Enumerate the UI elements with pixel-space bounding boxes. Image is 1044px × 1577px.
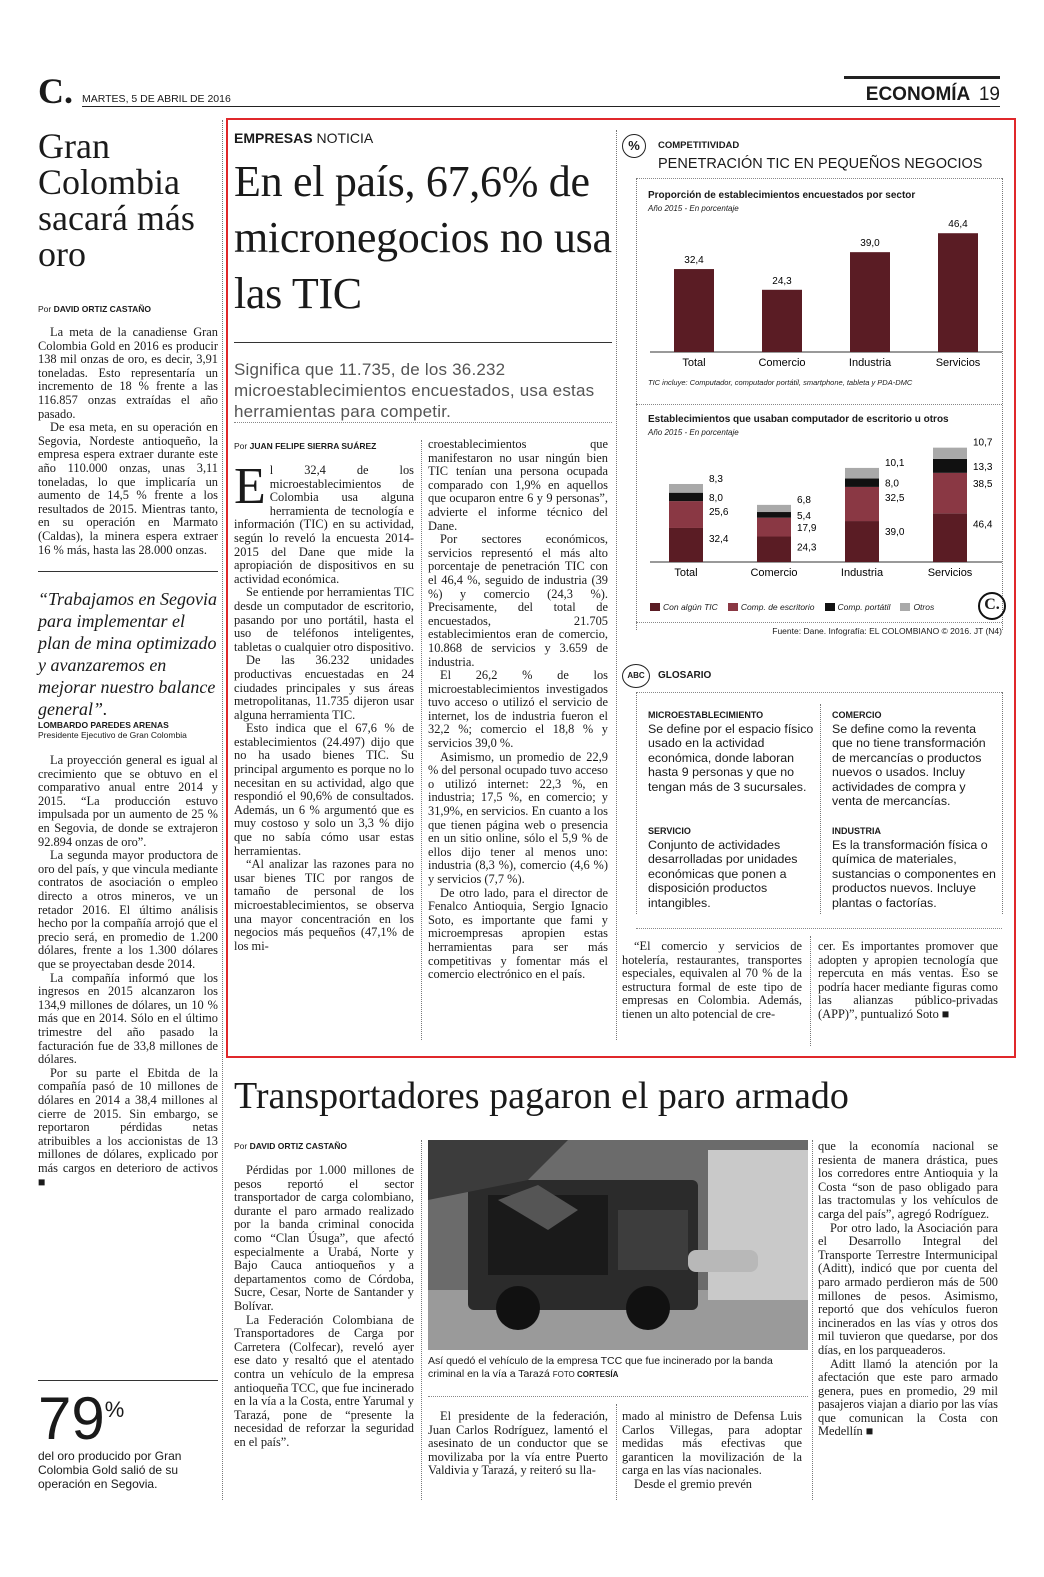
chart2-value-label: 38,5 bbox=[973, 478, 993, 490]
chart1-bar bbox=[850, 252, 890, 352]
paragraph: El 32,4 de los microestablecimientos de Colombia usa alguna herramienta de tecnología e información (TIC) en su actividad, según lo reveló la encuesta 2014-2015 del Dane que mide la apropiación de dispositivos en su actividad económica. bbox=[234, 458, 414, 586]
chart2-svg bbox=[636, 428, 1002, 592]
main-headline: En el país, 67,6% de micronegocios no usa las TIC bbox=[234, 157, 612, 318]
chart1-note: TIC incluye: Computador, computador portátil, smartphone, tableta y PDA-DMC bbox=[648, 378, 913, 387]
chart2-segment bbox=[669, 493, 703, 501]
paragraph: De esa meta, en su operación en Segovia, Nordeste antioqueño, la empresa espera extraer durante este año 110.000 onzas, unas 3,11 toneladas, lo que implicaría un aumento de 14,5 % frente a los resultados de 2015. Mientras tanto, en su operación en Marmato (Caldas), la minera espera extraer 16 % más, hasta las 28.000 onzas. bbox=[38, 420, 218, 557]
chart2-value-label: 24,3 bbox=[797, 542, 817, 554]
chart2-value-label: 32,4 bbox=[709, 533, 729, 545]
paragraph: La Federación Colombiana de Transportadores de Carga por Carretera (Colfecar), reveló ayer ese dato y resaltó que el atentado contra un vehículo de la empresa antioqueña TCC, que fue incinerado en la vía a la Costa, entre Yarumal y Tarazá, pone de “presente la necesidad de reforzar la seguridad en el país”. bbox=[234, 1312, 414, 1449]
paragraph: La segunda mayor productora de oro del país, y que vincula mediante contratos de asociación o empleo directo a otros mineros, ve un retador 2016. El último análisis hecho por la compañía arrojó que el precio será, en promedio de 1.200 dólares, frente a los 1.300 dólares que se proyectaban desde 2014. bbox=[38, 848, 218, 971]
chart1-category-label: Comercio bbox=[758, 357, 806, 369]
glossary-term: COMERCIO bbox=[832, 710, 882, 720]
infographic-source: Fuente: Dane. Infografía: EL COLOMBIANO © 2016. JT (N4) bbox=[772, 626, 1002, 636]
left-story-byline: Por DAVID ORTIZ CASTAÑO bbox=[38, 304, 152, 314]
left-story-headline: Gran Colombia sacará más oro bbox=[38, 126, 195, 274]
main-col-3 bbox=[622, 940, 802, 1022]
chart2-value-label: 8,3 bbox=[709, 473, 723, 485]
chart2-category-label: Comercio bbox=[750, 567, 798, 579]
chart2-value-label: 10,7 bbox=[973, 437, 993, 449]
chart2-segment bbox=[757, 518, 791, 537]
glossary-item bbox=[832, 826, 998, 910]
legend-item bbox=[825, 602, 891, 612]
chart1-value-label: 32,4 bbox=[684, 255, 704, 267]
masthead-logo: C. bbox=[38, 71, 73, 111]
left-story-body bbox=[38, 326, 218, 557]
infographic-kicker: COMPETITIVIDAD bbox=[658, 140, 740, 151]
paragraph: Por su parte el Ebitda de la compañía pasó de 10 millones de dólares en 2014 a 38,4 millones al cierre de 2015. Sin embargo, se reportaron pérdidas netas atribuibles a los accionistas de 13 millones de dólares, explicado por más cargos en deterioro de activos ■ bbox=[38, 1065, 218, 1189]
paragraph: Pérdidas por 1.000 millones de pesos reportó el sector transportador de carga colombiano, durante el paro armado realizado por la banda criminal conocida como “Clan Úsuga”, que afectó especialmente a Urabá, Norte y Bajo Cauca antioqueños y a departamentos como de Córdoba, Sucre, Cesar, Norte de Santander y Bolívar. bbox=[234, 1163, 414, 1313]
chart2-segment bbox=[669, 501, 703, 528]
photo-caption: Así quedó el vehículo de la empresa TCC que fue incinerado por la banda criminal en la vía a Tarazá FOTO CORTESÍA bbox=[428, 1355, 773, 1380]
percent-icon: % bbox=[622, 134, 646, 158]
chart2-value-label: 32,5 bbox=[885, 492, 905, 504]
section-label: ECONOMÍA bbox=[865, 84, 970, 105]
chart2-value-label: 17,9 bbox=[797, 523, 817, 535]
burned-truck-image bbox=[428, 1140, 808, 1350]
paragraph: “Al analizar las razones para no usar bienes TIC por rangos de tamaño de personal de los microestablecimientos, se observa una mayor concentración en los negocios más pequeños (47,1% de los mi- bbox=[234, 857, 414, 953]
paragraph: La compañía informó que los ingresos en 2015 alcanzaron los 134,9 millones de dólares, un 10 % más que en 2014. Sólo en el último trimestre del año pasado la facturación fue de 33,8 millones de dólares. bbox=[38, 970, 218, 1067]
chart1-subtitle: Año 2015 - En porcentaje bbox=[648, 204, 739, 213]
paragraph: El presidente de la federación, Juan Carlos Rodríguez, lamentó el asesinato de un conductor que se movilizaba por la vía entre Puerto Valdivia y Tarazá, y reiteró su lla- bbox=[428, 1409, 608, 1478]
chart2-segment bbox=[933, 513, 967, 562]
legend-swatch bbox=[825, 603, 835, 611]
bottom-col-2 bbox=[428, 1410, 608, 1478]
bottom-col-1 bbox=[234, 1164, 414, 1449]
chart2-value-label: 8,0 bbox=[709, 492, 723, 504]
paragraph: El 26,2 % de los microestablecimientos investigados tuvo acceso o utilizó el servicio de internet, los de industria fueron el 32,2 %; comercio el 18,8 % y servicios 39,0 %. bbox=[428, 668, 608, 751]
chart2-value-label: 5,4 bbox=[797, 510, 811, 522]
news-photo bbox=[428, 1140, 808, 1350]
chart2-value-label: 6,8 bbox=[797, 494, 811, 506]
chart2-legend bbox=[650, 598, 944, 616]
chart1-category-label: Total bbox=[682, 357, 706, 369]
glossary-term: SERVICIO bbox=[648, 826, 691, 836]
chart2-value-label: 8,0 bbox=[885, 478, 899, 490]
paragraph: La meta de la canadiense Gran Colombia Gold en 2016 es producir 138 mil onzas de oro, es decir, 3,91 toneladas. Esto representaría un incremento de 18 % frente a las 116.857 onzas extraídas el año pasado. bbox=[38, 325, 218, 421]
glossary-title: GLOSARIO bbox=[658, 670, 712, 681]
page-number: 19 bbox=[978, 84, 1000, 105]
legend-swatch bbox=[900, 603, 910, 611]
photo-credit: FOTO CORTESÍA bbox=[552, 1370, 619, 1379]
paragraph: “El comercio y servicios de hotelería, restaurantes, transportes especiales, equivalen al 70 % de la estructura formal de este tipo de empresas en Colombia. Además, tienen un alto potencial de cre- bbox=[622, 939, 802, 1021]
abc-icon: ABC bbox=[622, 664, 650, 688]
paragraph: La proyección general es igual al crecimiento que se obtuvo en el comparativo anual entre 2014 y 2015. “La producción estuvo impulsada por un aumento de 25 % en Segovia, de donde se extrajeron 92.894 onzas de oro”. bbox=[38, 753, 218, 849]
glossary-definition: Conjunto de actividades desarrolladas por unidades económicas que ponen a disposición productos intangibles. bbox=[648, 838, 798, 910]
chart1-bar bbox=[938, 233, 978, 352]
chart1-bar bbox=[674, 269, 714, 352]
paragraph: De las 36.232 unidades productivas encuestadas en 24 ciudades principales y sus áreas metropolitanas, 11.735 dijeron usar alguna herramienta TIC. bbox=[234, 653, 414, 722]
chart1-value-label: 46,4 bbox=[948, 219, 968, 231]
chart1-category-label: Servicios bbox=[935, 357, 981, 369]
chart1-svg bbox=[636, 192, 1002, 378]
glossary-definition: Se define como la reventa que no tiene transformación de mercancías o productos nuevos o usados. Incluy actividades de compra y venta de mercancías. bbox=[832, 722, 986, 809]
paragraph: mado al ministro de Defensa Luis Carlos Villegas, para adoptar medidas más efectivas que garanticen la movilización de la carga en las vías nacionales. bbox=[622, 1409, 802, 1478]
left-story-body-2 bbox=[38, 754, 218, 1189]
masthead bbox=[38, 71, 1000, 111]
stat-unit: % bbox=[104, 1397, 125, 1422]
stat-caption: del oro producido por Gran Colombia Gold salió de su operación en Segovia. bbox=[38, 1449, 182, 1491]
paragraph: Asimismo, un promedio de 22,9 % del personal ocupado tuvo acceso o utilizó internet: 22,3 %, en industria; 17,5 %, en comercio; y 31,9%, en servicios. En cuanto a los que tienen página web o presencia en un sitio online, sólo el 5,9 % de ellos dijo tener al menos uno: industria (8,3 %), comercio (4,6 %) y servicios (7,7 %). bbox=[428, 749, 608, 886]
bottom-byline: Por DAVID ORTIZ CASTAÑO bbox=[234, 1141, 348, 1151]
chart1-value-label: 39,0 bbox=[860, 238, 880, 250]
chart2-value-label: 46,4 bbox=[973, 519, 993, 531]
chart2-segment bbox=[845, 479, 879, 487]
glossary-definition: Se define por el espacio físico usado en la actividad económica, donde laboran hasta 9 personas y que no tengan más de 3 sucursales. bbox=[648, 722, 814, 794]
glossary-item bbox=[648, 710, 814, 794]
infographic-logo: C. bbox=[978, 592, 1006, 620]
glossary-definition: Es la transformación física o química de materiales, sustancias o componentes en productos nuevos. Incluye plantas o factorías. bbox=[832, 838, 996, 910]
paragraph: Se entiende por herramientas TIC desde un computador de escritorio, pasando por uno portátil, hasta el uso de teléfonos inteligentes, tabletas o cualquier otro dispositivo. bbox=[234, 585, 414, 654]
glossary-item bbox=[648, 826, 814, 910]
chart2-segment bbox=[845, 468, 879, 479]
chart1-category-label: Industria bbox=[848, 357, 892, 369]
main-story bbox=[234, 130, 612, 422]
chart2-segment bbox=[757, 536, 791, 562]
legend-label: Comp. de escritorio bbox=[740, 602, 815, 612]
glossary-term: MICROESTABLECIMIENTO bbox=[648, 710, 764, 720]
stat-box bbox=[38, 1380, 218, 1491]
paragraph: Esto indica que el 67,6 % de establecimientos (24.497) dijo que no ha usado bienes TIC. Su principal argumento es porque no lo necesitan en su actividad, algo que respondió el 90,6% de consultados. Además, un 6 % argumentó que es muy costoso y solo un 3,3 % dijo que no sabía cómo usar estas herramientas. bbox=[234, 721, 414, 858]
paragraph: cer. Es importantes promover que adopten y apropien tecnología que repercuta en más ventas. Eso se podría hacer mediante figuras como las alianzas público-privadas (APP)”, puntualizó Soto ■ bbox=[818, 939, 998, 1021]
chart2-segment bbox=[933, 459, 967, 473]
quote-author-title: Presidente Ejecutivo de Gran Colombia bbox=[38, 730, 187, 741]
paragraph: Por otro lado, la Asociación para el Desarrollo Integral del Transporte Terrestre Intermunicipal (Aditt), indicó que por cuenta del paro armado perdieron más de 500 millones de pesos. Asimismo, reportó que dos vehículos fueron incinerados en las vías y otros dos mil tuvieron que quedarse, por dos días, en los parqueaderos. bbox=[818, 1220, 998, 1357]
legend-item bbox=[728, 602, 815, 612]
paragraph: croestablecimientos que manifestaron no usar ningún bien TIC tenían una persona ocupada comparado con 1,9% en aquellos que ocuparon entre 6 y 9 personas”, advierte el informe técnico del Dane. bbox=[428, 437, 608, 533]
legend-item bbox=[900, 602, 934, 612]
chart2-segment bbox=[933, 473, 967, 513]
main-col-1 bbox=[234, 458, 414, 953]
paragraph: Por sectores económicos, servicios representó el más alto porcentaje de penetración TIC con el 46,4 %, seguido de industria (39 %) y comercio (24,3 %). Precisamente, del total de encuestados, 21.705 establecimientos eran de comercio, 10.868 de servicios y 3.659 de industria. bbox=[428, 532, 608, 669]
legend-swatch bbox=[728, 603, 738, 611]
chart2-segment bbox=[669, 528, 703, 562]
legend-label: Comp. portátil bbox=[837, 602, 891, 612]
main-col-2 bbox=[428, 438, 608, 982]
stat-figure bbox=[38, 1385, 218, 1452]
quote-author: LOMBARDO PAREDES ARENAS bbox=[38, 720, 169, 731]
dropcap: E bbox=[234, 458, 266, 515]
glossary-term: INDUSTRIA bbox=[832, 826, 881, 836]
chart2-subtitle: Año 2015 - En porcentaje bbox=[648, 428, 739, 437]
legend-label: Con algún TIC bbox=[663, 602, 718, 612]
chart2-segment bbox=[845, 521, 879, 562]
chart2-segment bbox=[757, 505, 791, 512]
masthead-date: MARTES, 5 DE ABRIL DE 2016 bbox=[82, 93, 231, 105]
bottom-col-4 bbox=[818, 1140, 998, 1439]
infographic-title: PENETRACIÓN TIC EN PEQUEÑOS NEGOCIOS bbox=[658, 156, 983, 172]
infographic bbox=[622, 132, 1008, 652]
main-byline: Por JUAN FELIPE SIERRA SUÁREZ bbox=[234, 441, 377, 451]
chart2-segment bbox=[669, 484, 703, 493]
chart2-value-label: 25,6 bbox=[709, 507, 729, 519]
deck: Significa que 11.735, de los 36.232 microestablecimientos encuestados, usa estas herramientas para competir. bbox=[234, 360, 595, 421]
paragraph: que la economía nacional se resienta de manera drástica, pues los corredores entre Antioquia y la Costa “son de paso obligado para las tractomulas y los vehículos de carga del país”, agregó Rodríguez. bbox=[818, 1139, 998, 1221]
stat-value: 79 bbox=[38, 1385, 105, 1452]
paragraph: Aditt llamó la atención por la afectación que este paro armado genera, pues en promedio, 29 mil pasajeros viajan a diario por las vías que comunican la Costa con Medellín ■ bbox=[818, 1356, 998, 1439]
chart2-value-label: 39,0 bbox=[885, 527, 905, 539]
chart1-value-label: 24,3 bbox=[772, 275, 792, 287]
chart1-bar bbox=[762, 290, 802, 352]
legend-label: Otros bbox=[913, 602, 935, 612]
chart2-category-label: Servicios bbox=[927, 567, 973, 579]
kicker: EMPRESAS NOTICIA bbox=[234, 130, 374, 146]
left-story bbox=[38, 128, 218, 1189]
paragraph: De otro lado, para el director de Fenalco Antioquia, Sergio Ignacio Soto, es importante que fami y microempresas apropien estas herramientas para ser más competitivas y fomentar más el comercio electrónico en el país. bbox=[428, 885, 608, 982]
paragraph: Desde el gremio prevén bbox=[634, 1476, 753, 1491]
legend-swatch bbox=[650, 603, 660, 611]
legend-item bbox=[650, 602, 718, 612]
chart2-segment bbox=[845, 487, 879, 521]
chart2-category-label: Industria bbox=[840, 567, 884, 579]
section-name bbox=[866, 84, 1000, 106]
bottom-headline: Transportadores pagaron el paro armado bbox=[234, 1075, 849, 1117]
bottom-col-3 bbox=[622, 1410, 802, 1492]
main-col-4 bbox=[818, 940, 998, 1022]
glossary-item bbox=[832, 710, 998, 808]
chart2-segment bbox=[757, 512, 791, 518]
chart2-category-label: Total bbox=[674, 567, 698, 579]
chart2-value-label: 10,1 bbox=[885, 457, 905, 469]
chart2-title: Establecimientos que usaban computador de escritorio u otros bbox=[648, 414, 949, 425]
chart1-title: Proporción de establecimientos encuestados por sector bbox=[648, 190, 916, 201]
chart2-value-label: 13,3 bbox=[973, 461, 993, 473]
pull-quote: “Trabajamos en Segovia para implementar el plan de mina optimizado y avanzaremos en mejorar nuestro balance general”. bbox=[38, 589, 218, 720]
chart2-segment bbox=[933, 448, 967, 459]
